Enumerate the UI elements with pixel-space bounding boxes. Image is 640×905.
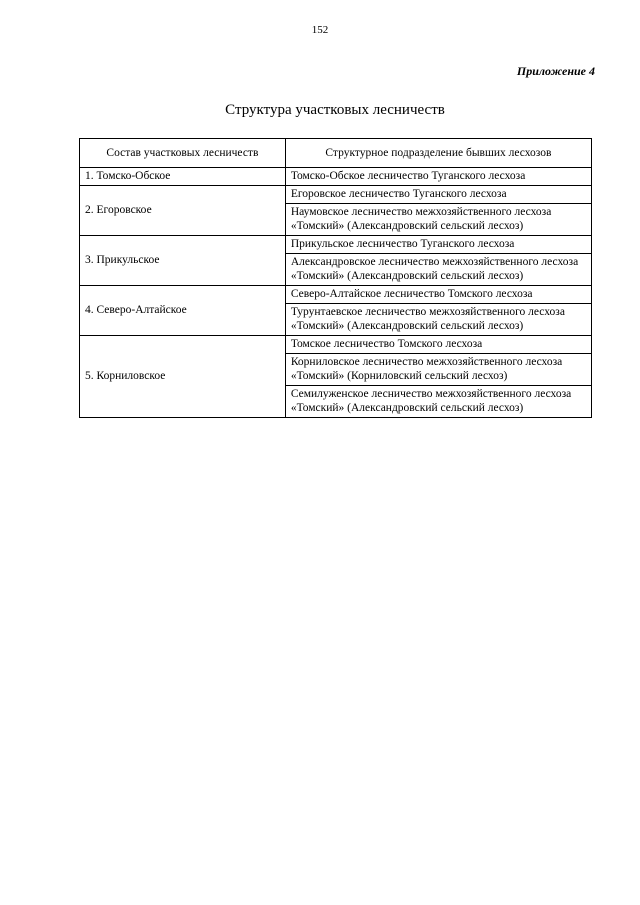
- forestry-name-cell: 1. Томско-Обское: [80, 168, 286, 186]
- table-row: [80, 168, 592, 186]
- table-body: [80, 168, 592, 418]
- table-row: [80, 336, 592, 354]
- page-number: 152: [311, 24, 329, 36]
- document-title: Структура участковых лесничеств: [225, 102, 445, 118]
- division-cell: Корниловское лесничество межхозяйственного лесхоза «Томский» (Корниловский сельский лесхоз): [285, 354, 591, 386]
- forestry-name-cell: 2. Егоровское: [80, 186, 286, 236]
- division-cell: Северо-Алтайское лесничество Томского лесхоза: [285, 286, 591, 304]
- division-cell: Томское лесничество Томского лесхоза: [285, 336, 591, 354]
- column-header-division: Структурное подразделение бывших лесхозов: [285, 139, 591, 168]
- division-cell: Егоровское лесничество Туганского лесхоза: [285, 186, 591, 204]
- forestry-name-cell: 4. Северо-Алтайское: [80, 286, 286, 336]
- division-cell: Наумовское лесничество межхозяйственного лесхоза «Томский» (Александровский сельский лесхоз): [285, 204, 591, 236]
- table-row: [80, 186, 592, 204]
- column-header-composition: Состав участковых лесничеств: [80, 139, 286, 168]
- table-header-row: [80, 139, 592, 168]
- division-cell: Прикульское лесничество Туганского лесхоза: [285, 236, 591, 254]
- division-cell: Александровское лесничество межхозяйственного лесхоза «Томский» (Александровский сельский лесхоз): [285, 254, 591, 286]
- forestry-name-cell: 3. Прикульское: [80, 236, 286, 286]
- forestry-structure-table: [79, 138, 592, 418]
- division-cell: Семилуженское лесничество межхозяйственного лесхоза «Томский» (Александровский сельский лесхоз): [285, 386, 591, 418]
- table-row: [80, 236, 592, 254]
- division-cell: Турунтаевское лесничество межхозяйственного лесхоза «Томский» (Александровский сельский лесхоз): [285, 304, 591, 336]
- appendix-label: Приложение 4: [516, 64, 595, 78]
- forestry-name-cell: 5. Корниловское: [80, 336, 286, 418]
- table-row: [80, 286, 592, 304]
- division-cell: Томско-Обское лесничество Туганского лесхоза: [285, 168, 591, 186]
